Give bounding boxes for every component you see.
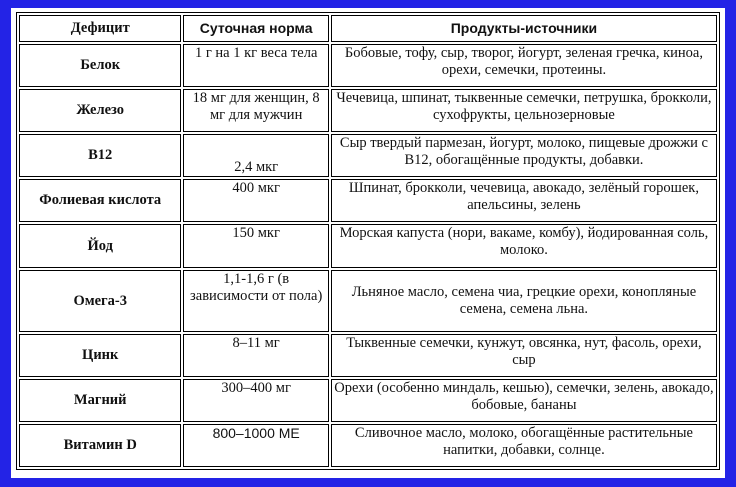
daily-norm: 300–400 мг bbox=[183, 379, 328, 422]
deficit-name: B12 bbox=[19, 134, 181, 177]
table-row bbox=[19, 379, 717, 422]
table-row bbox=[19, 224, 717, 268]
deficit-name: Железо bbox=[19, 89, 181, 132]
header-sources: Продукты-источники bbox=[331, 15, 717, 42]
daily-norm: 400 мкг bbox=[183, 179, 328, 222]
table-row bbox=[19, 270, 717, 332]
deficit-name: Магний bbox=[19, 379, 181, 422]
source-products: Шпинат, брокколи, чечевица, авокадо, зелёный горошек, апельсины, зелень bbox=[331, 179, 717, 222]
source-products: Орехи (особенно миндаль, кешью), семечки, зелень, авокадо, бобовые, бананы bbox=[331, 379, 717, 422]
deficit-name: Йод bbox=[19, 224, 181, 268]
daily-norm: 18 мг для женщин, 8 мг для мужчин bbox=[183, 89, 328, 132]
source-products: Морская капуста (нори, вакаме, комбу), йодированная соль, молоко. bbox=[331, 224, 717, 268]
deficit-name: Омега-3 bbox=[19, 270, 181, 332]
daily-norm: 8–11 мг bbox=[183, 334, 328, 377]
daily-norm: 150 мкг bbox=[183, 224, 328, 268]
table-frame bbox=[11, 8, 725, 478]
table-row bbox=[19, 89, 717, 132]
nutrient-deficit-table bbox=[16, 12, 720, 470]
deficit-name: Белок bbox=[19, 44, 181, 87]
header-norm: Суточная норма bbox=[183, 15, 328, 42]
deficit-name: Фолиевая кислота bbox=[19, 179, 181, 222]
source-products: Бобовые, тофу, сыр, творог, йогурт, зеленая гречка, киноа, орехи, семечки, протеины. bbox=[331, 44, 717, 87]
table-row bbox=[19, 179, 717, 222]
table-row bbox=[19, 424, 717, 467]
daily-norm: 1,1-1,6 г (в зависимости от пола) bbox=[183, 270, 328, 332]
source-products: Чечевица, шпинат, тыквенные семечки, петрушка, брокколи, сухофрукты, цельнозерновые bbox=[331, 89, 717, 132]
daily-norm: 2,4 мкг bbox=[183, 134, 328, 177]
source-products: Сливочное масло, молоко, обогащённые растительные напитки, добавки, солнце. bbox=[331, 424, 717, 467]
daily-norm: 1 г на 1 кг веса тела bbox=[183, 44, 328, 87]
daily-norm: 800–1000 МЕ bbox=[183, 424, 328, 467]
table-row bbox=[19, 44, 717, 87]
source-products: Сыр твердый пармезан, йогурт, молоко, пищевые дрожжи с B12, обогащённые продукты, добавки. bbox=[331, 134, 717, 177]
deficit-name: Витамин D bbox=[19, 424, 181, 467]
source-products: Тыквенные семечки, кунжут, овсянка, нут, фасоль, орехи, сыр bbox=[331, 334, 717, 377]
header-deficit: Дефицит bbox=[19, 15, 181, 42]
source-products: Льняное масло, семена чиа, грецкие орехи, конопляные семена, семена льна. bbox=[331, 270, 717, 332]
table-header-row bbox=[19, 15, 717, 42]
deficit-name: Цинк bbox=[19, 334, 181, 377]
table-row bbox=[19, 334, 717, 377]
table-row bbox=[19, 134, 717, 177]
